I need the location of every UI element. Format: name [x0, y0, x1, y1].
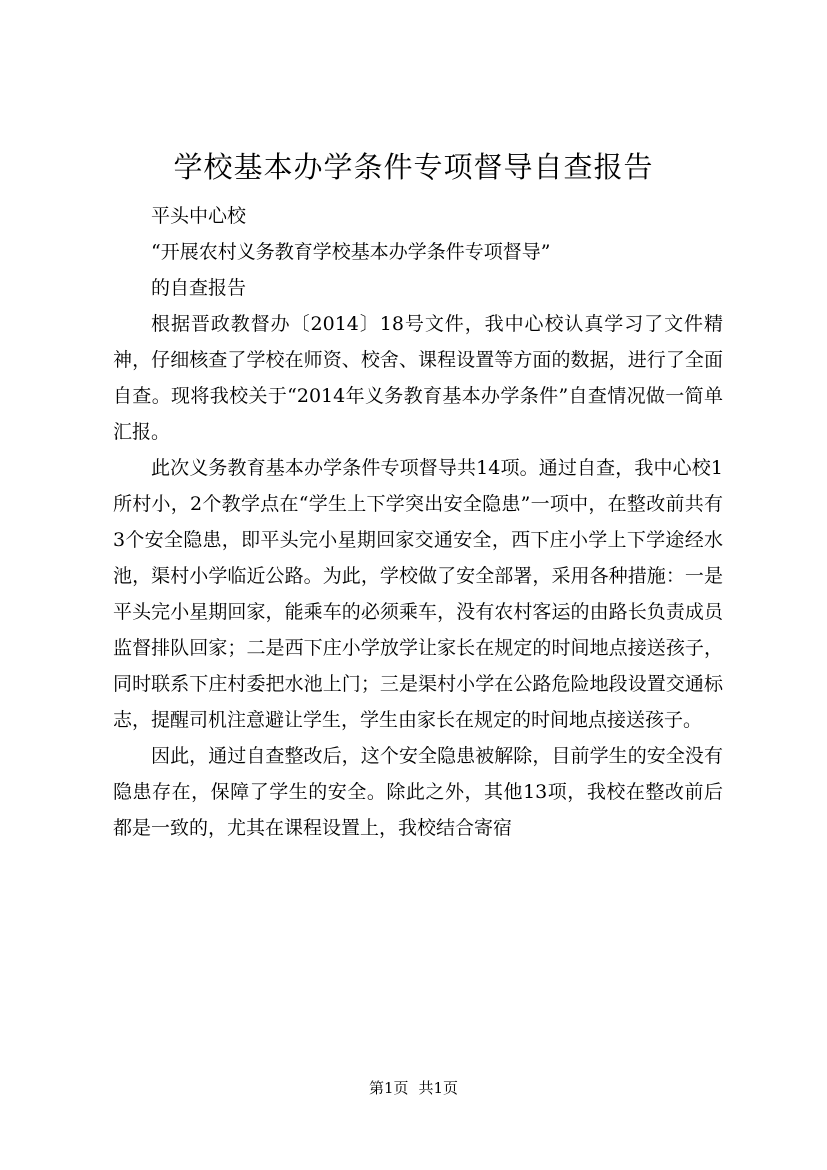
paragraph-conclusion: 因此，通过自查整改后，这个安全隐患被解除，目前学生的安全没有隐患存在，保障了学生的安全。除此之外，其他13项，我校在整改前后都是一致的，尤其在课程设置上，我校结合寄宿 — [113, 745, 723, 839]
paragraph-subtitle-line1: “开展农村义务教育学校基本办学条件专项督导” — [151, 241, 551, 263]
page-number: 第1页 — [368, 1079, 409, 1097]
paragraph-school-name: 平头中心校 — [151, 205, 247, 227]
document-body — [113, 198, 723, 846]
page-footer — [0, 1078, 827, 1098]
paragraph-safety: 此次义务教育基本办学条件专项督导共14项。通过自查，我中心校1所村小，2个教学点在“学生上下学突出安全隐患”一项中，在整改前共有3个安全隐患，即平头完小星期回家交通安全，西下庄小学上下学途经水池，渠村小学临近公路。为此，学校做了安全部署，采用各种措施：一是平头完小星期回家，能乘车的必须乘车，没有农村客运的由路长负责成员监督排队回家；二是西下庄小学放学让家长在规定的时间地点接送孩子，同时联系下庄村委把水池上门；三是渠村小学在公路危险地段设置交通标志，提醒司机注意避让学生，学生由家长在规定的时间地点接送孩子。 — [113, 457, 723, 731]
paragraph-intro: 根据晋政教督办〔2014〕18号文件，我中心校认真学习了文件精神，仔细核查了学校在师资、校舍、课程设置等方面的数据，进行了全面自查。现将我校关于“2014年义务教育基本办学条件”自查情况做一简单汇报。 — [113, 313, 723, 443]
document-title: 学校基本办学条件专项督导自查报告 — [173, 150, 654, 184]
page-total: 共1页 — [418, 1079, 459, 1097]
paragraph-subtitle-line2: 的自查报告 — [151, 277, 247, 299]
